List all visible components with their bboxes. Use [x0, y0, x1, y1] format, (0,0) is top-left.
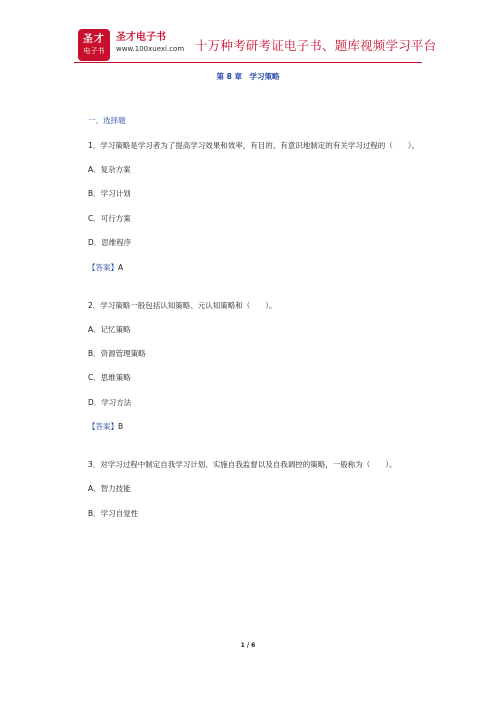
question-stem: 1．学习策略是学习者为了提高学习效果和效率，有目的、有意识地制定的有关学习过程的（ ）。	[88, 141, 420, 150]
document-body	[74, 115, 424, 532]
logo-line2: 电子书	[83, 47, 105, 55]
question-option: B．资源管理策略	[88, 348, 146, 358]
question-stem: 2．学习策略一般包括认知策略、元认知策略和（ ）。	[88, 300, 277, 310]
brand-text	[116, 31, 184, 54]
question-option: A．记忆策略	[88, 324, 131, 334]
answer-line	[88, 262, 424, 274]
question-block	[74, 300, 424, 434]
question-option: B．学习计划	[88, 189, 131, 199]
question-option: C．可行方案	[88, 213, 131, 223]
brand-url[interactable]: www.100xuexi.com	[116, 45, 185, 53]
brand-name: 圣才电子书	[116, 32, 166, 43]
question-option: D．学习方法	[88, 397, 132, 407]
answer-value: A	[118, 262, 124, 272]
answer-tag: 【答案】	[88, 262, 118, 272]
question-option: D．思维程序	[88, 238, 132, 248]
answer-line	[88, 421, 424, 433]
header-slogan: 十万种考研考证电子书、题库视频学习平台	[195, 38, 437, 53]
answer-value: B	[118, 422, 124, 432]
question-option: A．智力技能	[88, 484, 131, 494]
page-header	[74, 28, 437, 63]
question-block	[74, 140, 424, 274]
logo-line1: 圣才	[83, 34, 105, 45]
question-option: A．复杂方案	[88, 165, 131, 174]
question-block	[74, 459, 424, 519]
question-option: C．思维策略	[88, 373, 131, 383]
question-option: B．学习自觉性	[88, 508, 139, 518]
section-title: 一、选择题	[88, 116, 126, 125]
chapter-title: 第 8 章 学习策略	[216, 72, 280, 81]
question-stem: 3．对学习过程中制定自我学习计划、实施自我监督以及自我调控的策略，一般称为（ ）。	[88, 460, 397, 470]
brand-logo	[78, 29, 110, 61]
page-number: 1 / 6	[240, 642, 256, 649]
answer-tag: 【答案】	[88, 422, 118, 432]
